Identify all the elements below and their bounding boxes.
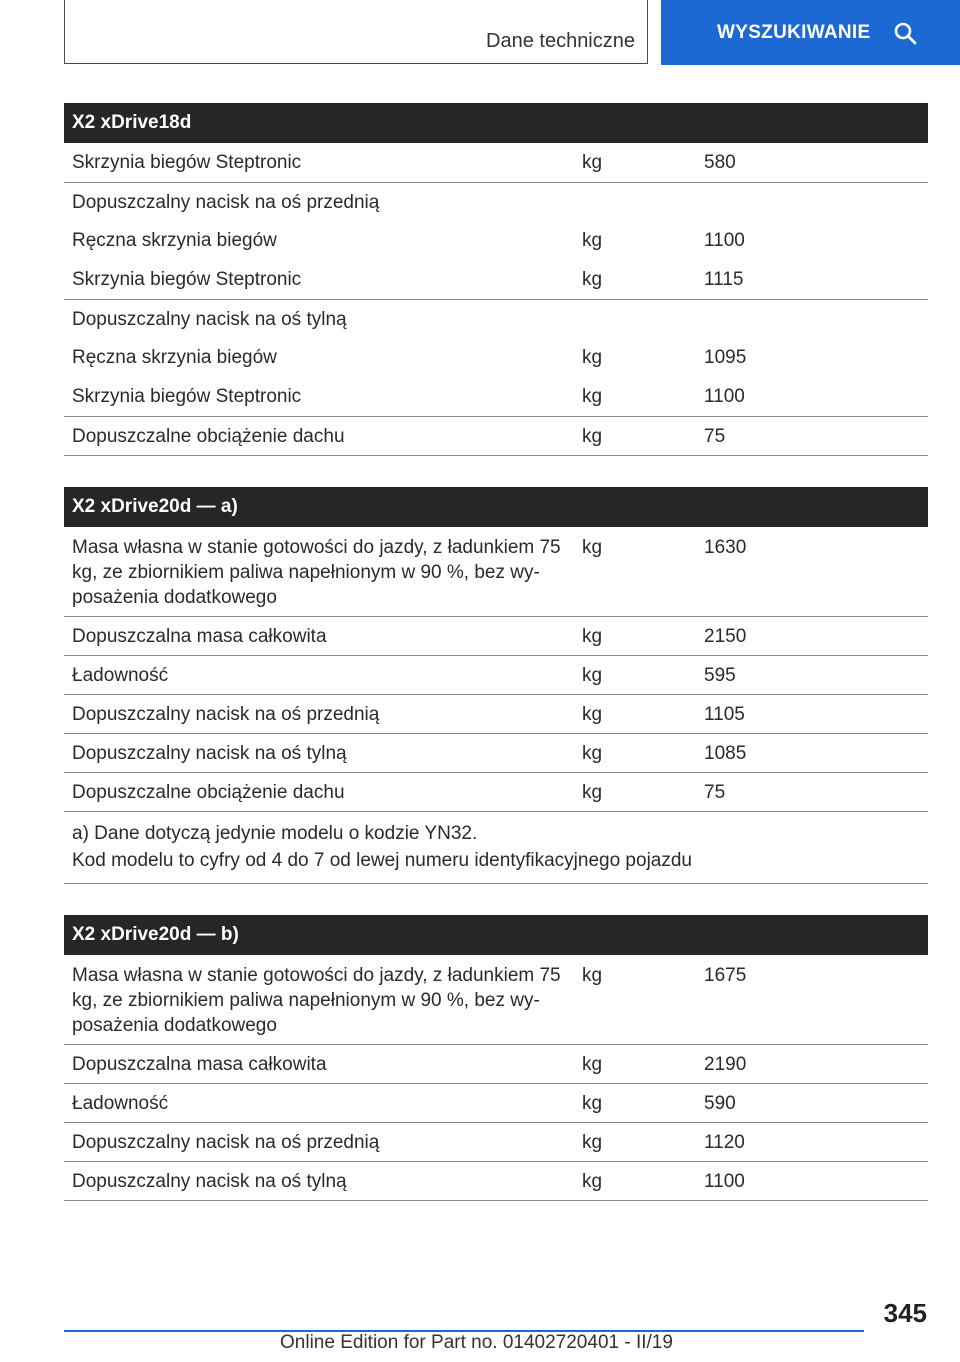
table-row [64, 655, 928, 694]
row-label: Ręczna skrzynia biegów [72, 347, 277, 368]
row-label: Skrzynia biegów Steptronic [64, 377, 574, 416]
table-row [64, 416, 928, 455]
row-label: Dopuszczalny nacisk na oś tylną [72, 308, 347, 330]
section-title: X2 xDrive18d [64, 103, 928, 143]
page-number: 345 [883, 1298, 927, 1328]
row-unit: kg [574, 1161, 696, 1200]
row-unit [574, 299, 696, 338]
row-label: Skrzynia biegów Steptronic [64, 260, 574, 299]
table-row [64, 1122, 928, 1161]
row-unit: kg [574, 733, 696, 772]
row-value: 1100 [704, 230, 745, 251]
table-row [64, 182, 928, 221]
footnote-line: a) Dane dotyczą jedynie modelu o kodzie YN32. [72, 822, 478, 844]
row-label: Masa własna w stanie gotowości do jazdy, z ładunkiem 75 kg, ze zbiornikiem paliwa napełnionym w 90 %, bez wyposażenia dodatkowego [64, 955, 574, 1044]
row-value [696, 299, 928, 338]
row-label: Dopuszczalny nacisk na oś przednią [64, 1122, 574, 1161]
row-unit: kg [582, 347, 603, 368]
row-unit: kg [574, 1122, 696, 1161]
row-label: Ładowność [64, 1083, 574, 1122]
row-label: Ładowność [64, 655, 574, 694]
row-value: 1100 [696, 377, 928, 416]
row-unit: kg [574, 260, 696, 299]
row-unit: kg [582, 230, 603, 251]
row-value: 2190 [696, 1044, 928, 1083]
row-value: 1085 [696, 733, 928, 772]
row-label: Dopuszczalny nacisk na oś przednią [64, 694, 574, 733]
footnote-line: Kod modelu to cyfry od 4 do 7 od lewej numeru identyfikacyjnego pojazdu [72, 849, 692, 871]
row-unit: kg [574, 694, 696, 733]
search-icon [893, 21, 917, 45]
row-value: 1630 [696, 527, 928, 616]
search-button[interactable] [661, 0, 960, 65]
section-title: X2 xDrive20d — a) [64, 487, 928, 527]
row-value: 1115 [696, 260, 928, 299]
row-value [696, 182, 928, 221]
row-value: 75 [696, 772, 928, 811]
row-value: 580 [696, 143, 928, 182]
row-value: 1675 [696, 955, 928, 1044]
row-label: Dopuszczalne obciążenie dachu [64, 416, 574, 455]
row-value: 1120 [696, 1122, 928, 1161]
row-label: Dopuszczalne obciążenie dachu [64, 772, 574, 811]
section-title: X2 xDrive20d — b) [64, 915, 928, 955]
row-unit: kg [574, 143, 696, 182]
row-label: Dopuszczalna masa całkowita [64, 1044, 574, 1083]
row-label: Ręczna skrzynia biegów [72, 230, 277, 251]
row-label: Skrzynia biegów Steptronic [64, 143, 574, 182]
row-value: 2150 [696, 616, 928, 655]
header-box [64, 0, 648, 64]
table-row [64, 616, 928, 655]
row-value: 1105 [696, 694, 928, 733]
table-row [64, 694, 928, 733]
row-label: Dopuszczalna masa całkowita [64, 616, 574, 655]
footnote [64, 811, 928, 883]
table-row [64, 772, 928, 811]
table-row [64, 1161, 928, 1200]
row-value: 1100 [696, 1161, 928, 1200]
spec-table-xdrive20d-b [64, 915, 928, 1201]
row-value: 1095 [704, 347, 747, 368]
row-unit [574, 182, 696, 221]
table-row [64, 1044, 928, 1083]
table-row [64, 733, 928, 772]
row-label: Dopuszczalny nacisk na oś przednią [72, 191, 380, 213]
row-unit: kg [574, 1044, 696, 1083]
table-row [64, 527, 928, 616]
spec-table-xdrive20d-a [64, 487, 928, 884]
table-row [64, 338, 928, 377]
row-label: Dopuszczalny nacisk na oś tylną [64, 733, 574, 772]
row-unit: kg [574, 416, 696, 455]
table-row [64, 377, 928, 416]
table-row [64, 260, 928, 299]
row-unit: kg [574, 772, 696, 811]
row-unit: kg [574, 377, 696, 416]
row-label: Masa własna w stanie gotowości do jazdy, z ładunkiem 75 kg, ze zbiornikiem paliwa napełnionym w 90 %, bez wyposażenia dodatkowego [64, 527, 574, 616]
table-note [64, 811, 928, 883]
table-row [64, 143, 928, 182]
row-label: Dopuszczalny nacisk na oś tylną [64, 1161, 574, 1200]
row-value: 75 [696, 416, 928, 455]
footer-edition: Online Edition for Part no. 01402720401 - II/19 [280, 1332, 673, 1353]
table-row [64, 1083, 928, 1122]
table-row [64, 299, 928, 338]
page-title: Dane techniczne [486, 30, 635, 52]
row-unit: kg [574, 616, 696, 655]
row-unit: kg [574, 527, 696, 616]
row-unit: kg [574, 655, 696, 694]
table-row [64, 955, 928, 1044]
row-unit: kg [574, 1083, 696, 1122]
row-value: 590 [696, 1083, 928, 1122]
search-button-label: WYSZUKIWANIE [717, 21, 871, 43]
row-unit: kg [574, 955, 696, 1044]
spec-table-xdrive18d [64, 103, 928, 456]
table-row [64, 221, 928, 260]
row-value: 595 [696, 655, 928, 694]
